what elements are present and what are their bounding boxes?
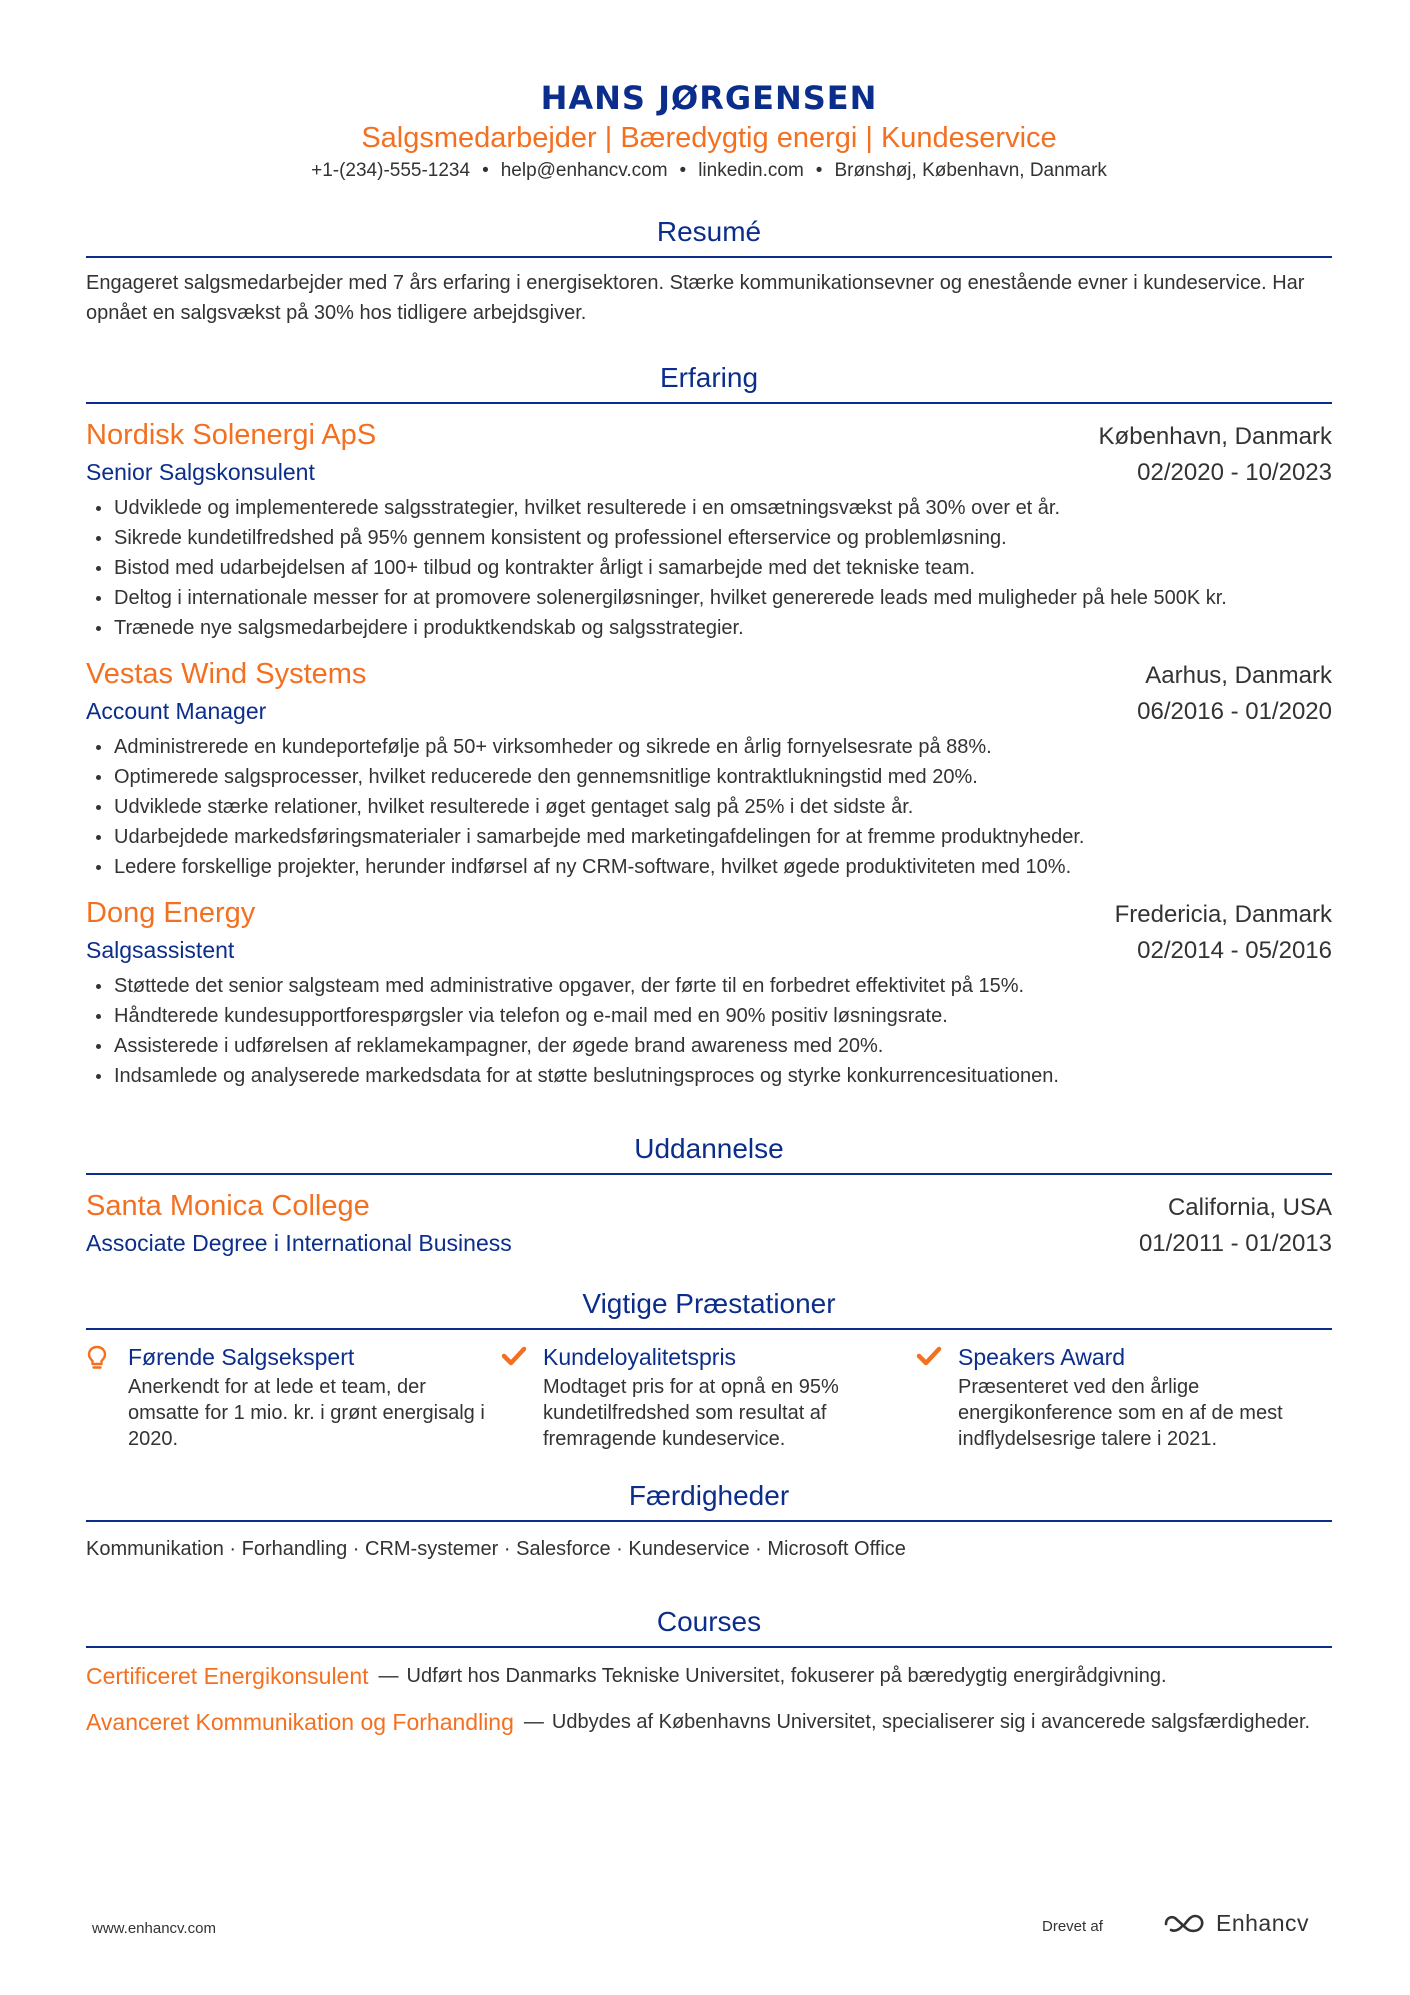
lightbulb-icon — [86, 1345, 108, 1371]
job-dates: 06/2016 - 01/2020 — [1137, 698, 1332, 725]
checkmark-icon — [501, 1345, 527, 1367]
achievement-title: Førende Salgsekspert — [128, 1344, 355, 1370]
course-dash: — — [378, 1665, 399, 1687]
bullet-item: Udviklede stærke relationer, hvilket resulterede i øget gentaget salg på 25% i det sidste år. — [86, 792, 1332, 822]
bullet-item: Administrerede en kundeportefølje på 50+ virksomheder og sikrede en årlig fornyelsesrate på 88%. — [86, 732, 1332, 762]
achievement-title: Kundeloyalitetspris — [543, 1344, 737, 1370]
contact-line — [86, 158, 1332, 184]
footer-powered-by: Drevet af — [1042, 1918, 1103, 1935]
contact-location: Brønshøj, København, Danmark — [834, 160, 1107, 181]
job-dates: 02/2014 - 05/2016 — [1137, 937, 1332, 964]
education-section — [86, 1131, 1332, 1260]
contact-separator: • — [679, 160, 687, 181]
education-location: California, USA — [1167, 1194, 1332, 1221]
education-dates: 01/2011 - 01/2013 — [1138, 1230, 1332, 1257]
education-degree: Associate Degree i International Business — [86, 1230, 512, 1256]
skills-section — [86, 1478, 1332, 1564]
achievements-section — [86, 1286, 1332, 1452]
skills-list: Kommunikation · Forhandling · CRM-systemer · Salesforce · Kundeservice · Microsoft Office — [86, 1538, 906, 1560]
achievement-description: Anerkendt for at lede et team, der omsatte for 1 mio. kr. i grønt energisalg i 2020. — [128, 1376, 485, 1450]
enhancv-logo[interactable] — [1162, 1910, 1309, 1937]
course-dash: — — [523, 1711, 544, 1733]
bullet-item: Trænede nye salgsmedarbejdere i produktkendskab og salgsstrategier. — [86, 613, 1332, 643]
achievement-item — [501, 1342, 916, 1452]
job-company: Vestas Wind Systems — [86, 658, 367, 690]
section-title: Erfaring — [86, 360, 1332, 404]
bullet-item: Håndterede kundesupportforespørgsler via telefon og e-mail med en 90% positiv løsningsrate. — [86, 1001, 1332, 1031]
section-title: Courses — [86, 1604, 1332, 1648]
job-entry — [86, 894, 1332, 1091]
bullet-item: Indsamlede og analyserede markedsdata for at støtte beslutningsproces og styrke konkurrencesituationen. — [86, 1061, 1332, 1091]
bullet-item: Udarbejdede markedsføringsmaterialer i samarbejde med marketingafdelingen for at fremme produktnyheder. — [86, 822, 1332, 852]
contact-linkedin[interactable]: linkedin.com — [698, 160, 804, 181]
course-item — [86, 1662, 1332, 1690]
section-title: Vigtige Præstationer — [86, 1286, 1332, 1330]
job-location: Aarhus, Danmark — [1145, 662, 1332, 689]
summary-text: Engageret salgsmedarbejder med 7 års erfaring i energisektoren. Stærke kommunikationsevner og enestående evner i kundeservice. Har opnået en salgsvækst på 30% hos tidligere arbejdsgiver. — [86, 272, 1305, 324]
job-location: Fredericia, Danmark — [1114, 901, 1332, 928]
course-name: Certificeret Energikonsulent — [86, 1663, 369, 1689]
job-bullets — [86, 732, 1332, 882]
bullet-item: Sikrede kundetilfredshed på 95% gennem konsistent og professionel efterservice og problemløsning. — [86, 523, 1332, 553]
summary-section — [86, 214, 1332, 328]
section-title: Uddannelse — [86, 1131, 1332, 1175]
job-bullets — [86, 493, 1332, 643]
course-description: Udbydes af Københavns Universitet, specialiserer sig i avancerede salgsfærdigheder. — [551, 1711, 1311, 1733]
achievement-item — [86, 1342, 501, 1452]
job-role: Senior Salgskonsulent — [86, 459, 315, 485]
education-school: Santa Monica College — [86, 1190, 370, 1222]
bullet-item: Udviklede og implementerede salgsstrategier, hvilket resulterede i en omsætningsvækst på 30% over et år. — [86, 493, 1332, 523]
courses-section — [86, 1604, 1332, 1736]
footer-brand: Enhancv — [1216, 1910, 1310, 1936]
job-company: Dong Energy — [86, 897, 256, 929]
candidate-name: HANS JØRGENSEN — [540, 79, 878, 117]
page-footer — [92, 1910, 1322, 1950]
education-entry — [86, 1187, 1332, 1260]
achievement-title: Speakers Award — [958, 1344, 1126, 1370]
course-name: Avanceret Kommunikation og Forhandling — [86, 1709, 514, 1735]
job-role: Account Manager — [86, 698, 267, 724]
bullet-item: Ledere forskellige projekter, herunder indførsel af ny CRM-software, hvilket øgede produktiviteten med 10%. — [86, 852, 1332, 882]
infinity-logo-icon — [1162, 1912, 1208, 1936]
resume-header — [86, 0, 1332, 184]
experience-section — [86, 360, 1332, 1091]
job-location: København, Danmark — [1098, 423, 1332, 450]
job-entry — [86, 416, 1332, 643]
job-dates: 02/2020 - 10/2023 — [1137, 459, 1332, 486]
checkmark-icon — [916, 1345, 942, 1367]
bullet-item: Støttede det senior salgsteam med administrative opgaver, der førte til en forbedret effektivitet på 15%. — [86, 971, 1332, 1001]
footer-url[interactable]: www.enhancv.com — [92, 1920, 216, 1937]
contact-phone: +1-(234)-555-1234 — [311, 160, 471, 181]
job-role: Salgsassistent — [86, 937, 235, 963]
course-item — [86, 1708, 1332, 1736]
course-description: Udført hos Danmarks Tekniske Universitet, fokuserer på bæredygtig energirådgivning. — [406, 1665, 1167, 1687]
job-company: Nordisk Solenergi ApS — [86, 419, 377, 451]
achievement-description: Præsenteret ved den årlige energikonference som en af de mest indflydelsesrige talere i 2021. — [958, 1376, 1283, 1450]
resume-page — [86, 0, 1332, 1995]
bullet-item: Assisterede i udførelsen af reklamekampagner, der øgede brand awareness med 20%. — [86, 1031, 1332, 1061]
contact-separator: • — [482, 160, 489, 181]
section-title: Færdigheder — [86, 1478, 1332, 1522]
achievement-description: Modtaget pris for at opnå en 95% kundetilfredshed som resultat af fremragende kundeservice. — [543, 1376, 839, 1450]
section-title: Resumé — [86, 214, 1332, 258]
candidate-subtitle: Salgsmedarbejder | Bæredygtig energi | Kundeservice — [361, 122, 1057, 154]
achievement-item — [916, 1342, 1331, 1452]
contact-email[interactable]: help@enhancv.com — [500, 160, 668, 181]
bullet-item: Optimerede salgsprocesser, hvilket reducerede den gennemsnitlige kontraktlukningstid med 20%. — [86, 762, 1332, 792]
bullet-item: Deltog i internationale messer for at promovere solenergiløsninger, hvilket genererede leads med muligheder på hele 500K kr. — [86, 583, 1332, 613]
contact-separator: • — [815, 160, 823, 181]
job-entry — [86, 655, 1332, 882]
job-bullets — [86, 971, 1332, 1091]
bullet-item: Bistod med udarbejdelsen af 100+ tilbud og kontrakter årligt i samarbejde med det tekniske team. — [86, 553, 1332, 583]
